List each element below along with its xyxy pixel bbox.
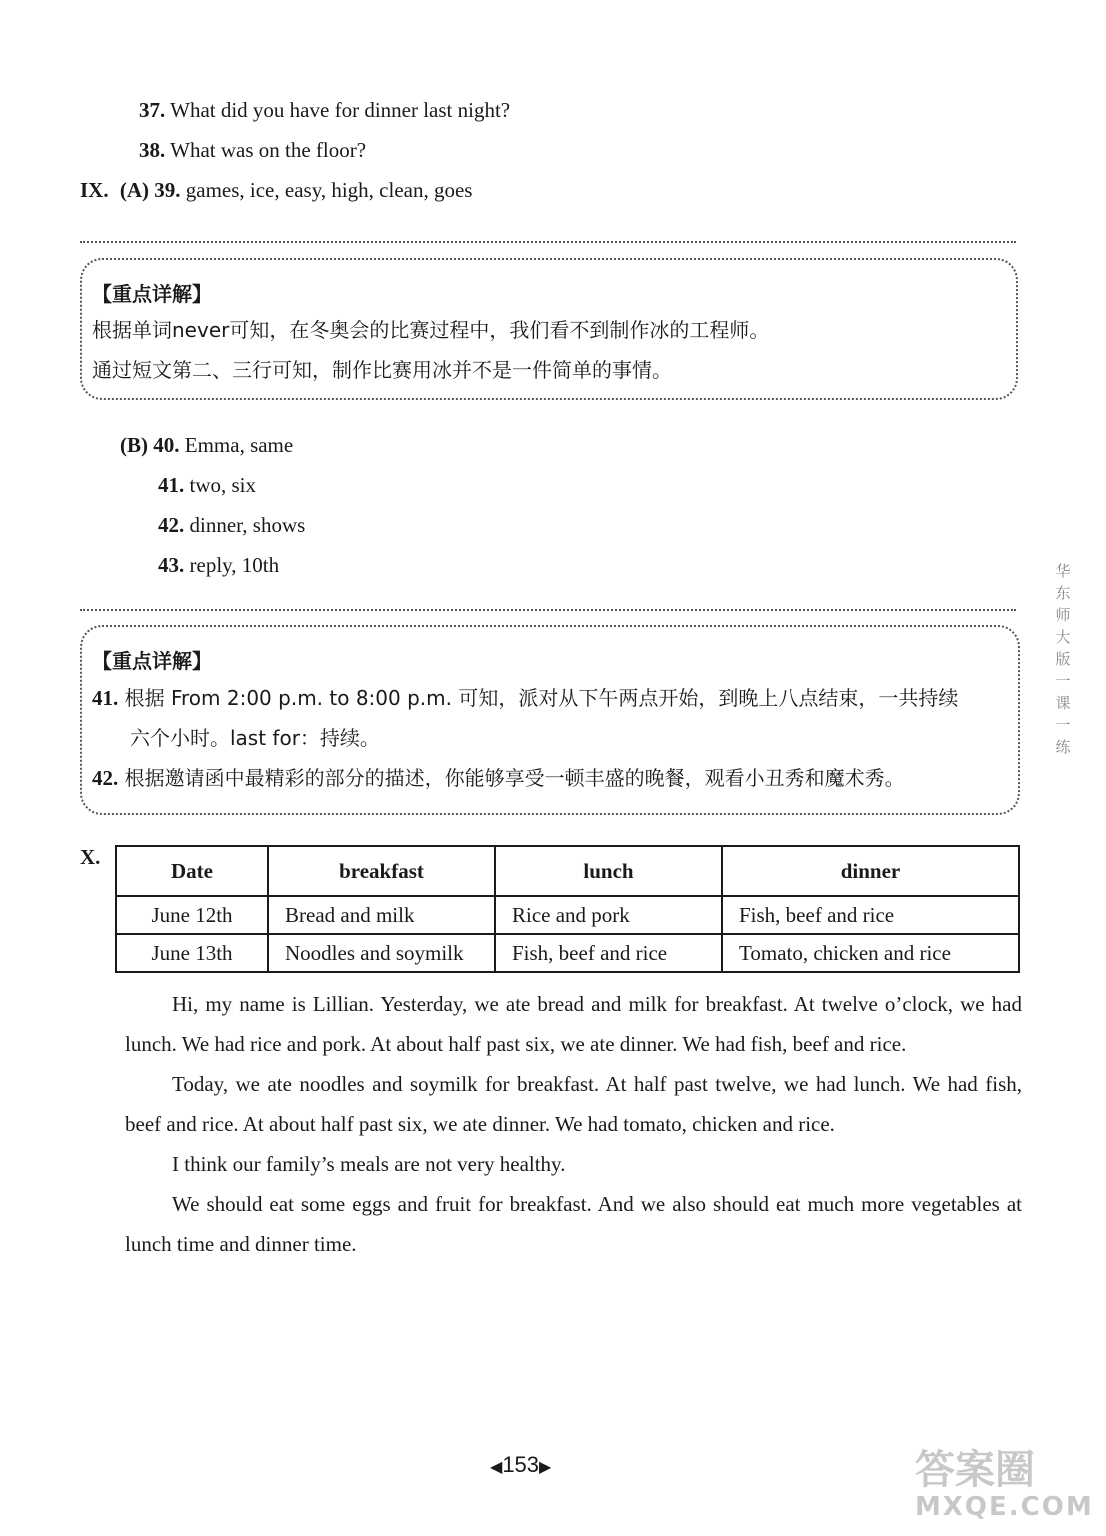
table-header-row xyxy=(116,846,1019,896)
table-cell: Noodles and soymilk xyxy=(268,934,495,972)
watermark-logo xyxy=(915,1448,1095,1528)
watermark-line2: MXQE.COM xyxy=(915,1492,1094,1522)
part-label: (A) xyxy=(119,178,149,202)
note-item-42 xyxy=(92,764,905,792)
table-row xyxy=(116,934,1019,972)
note-title: 【重点详解】 xyxy=(92,649,212,673)
question-38 xyxy=(139,136,366,164)
question-number: 37. xyxy=(139,98,166,122)
note-number: 41. xyxy=(92,686,119,710)
question-37 xyxy=(139,96,510,124)
table-cell: Fish, beef and rice xyxy=(722,896,1019,934)
table-cell: Rice and pork xyxy=(495,896,722,934)
answer-42 xyxy=(158,511,305,539)
question-number: 42. xyxy=(158,513,185,537)
table-cell: June 13th xyxy=(116,934,268,972)
part-label: (B) xyxy=(120,433,148,457)
table-row xyxy=(116,896,1019,934)
answer-text: dinner, shows xyxy=(189,513,306,537)
table-cell: June 12th xyxy=(116,896,268,934)
answer-text: two, six xyxy=(189,473,257,497)
answer-text: Emma, same xyxy=(184,433,294,457)
meals-table xyxy=(115,845,1020,973)
table-header: lunch xyxy=(495,846,722,896)
note-number: 42. xyxy=(92,766,119,790)
table-cell: Fish, beef and rice xyxy=(495,934,722,972)
paragraph: Today, we ate noodles and soymilk for breakfast. At half past twelve, we had lunch. We had fish, beef and rice. At about half past six, we ate dinner. We had tomato, chicken and rice. xyxy=(125,1072,1022,1136)
answer-43 xyxy=(158,551,279,579)
note-text-cont: 六个小时。last for：持续。 xyxy=(130,726,380,750)
question-text: What was on the floor? xyxy=(170,138,367,162)
dotted-divider xyxy=(80,609,1016,611)
table-cell: Tomato, chicken and rice xyxy=(722,934,1019,972)
watermark-line1: 答案圈 xyxy=(915,1447,1035,1493)
answer-text: reply, 10th xyxy=(189,553,280,577)
question-number: 38. xyxy=(139,138,166,162)
note-title: 【重点详解】 xyxy=(92,282,212,306)
key-points-box xyxy=(80,258,1018,400)
question-number: 40. xyxy=(153,433,180,457)
table-cell: Bread and milk xyxy=(268,896,495,934)
page-number-value: 153 xyxy=(502,1452,540,1477)
key-points-box xyxy=(80,625,1020,815)
section-label: X. xyxy=(80,845,101,869)
section-ix-a xyxy=(80,176,472,204)
paragraph: Hi, my name is Lillian. Yesterday, we ate bread and milk for breakfast. At twelve o’clock, we had lunch. We had rice and pork. At about half past six, we ate dinner. We had fish, beef and rice. xyxy=(125,992,1022,1056)
note-text: 根据 From 2:00 p.m. to 8:00 p.m. 可知，派对从下午两点开始，到晚上八点结束，一共持续 xyxy=(124,686,959,710)
dotted-divider xyxy=(80,241,1016,243)
answer-text: games, ice, easy, high, clean, goes xyxy=(185,178,473,202)
table-header: breakfast xyxy=(268,846,495,896)
note-text: 根据邀请函中最精彩的部分的描述，你能够享受一顿丰盛的晚餐，观看小丑秀和魔术秀。 xyxy=(124,766,905,790)
side-book-title: 华东师大版一课一练 xyxy=(1055,562,1071,756)
note-line: 根据单词never可知，在冬奥会的比赛过程中，我们看不到制作冰的工程师。 xyxy=(92,318,770,342)
section-label: IX. xyxy=(80,178,109,202)
table-header: dinner xyxy=(722,846,1019,896)
question-number: 39. xyxy=(154,178,181,202)
arrow-left-icon: ◀ xyxy=(490,1459,503,1476)
question-text: What did you have for dinner last night? xyxy=(170,98,511,122)
answer-41 xyxy=(158,471,256,499)
page-number xyxy=(490,1452,551,1478)
paragraph: I think our family’s meals are not very healthy. xyxy=(172,1152,566,1176)
note-line: 通过短文第二、三行可知，制作比赛用冰并不是一件简单的事情。 xyxy=(92,358,672,382)
paragraph: We should eat some eggs and fruit for breakfast. And we also should eat much more vegetables at lunch time and dinner time. xyxy=(125,1192,1022,1256)
table-header: Date xyxy=(116,846,268,896)
note-item-41 xyxy=(92,684,958,712)
question-number: 43. xyxy=(158,553,185,577)
question-number: 41. xyxy=(158,473,185,497)
arrow-right-icon: ▶ xyxy=(539,1459,552,1476)
answer-40 xyxy=(120,431,293,459)
